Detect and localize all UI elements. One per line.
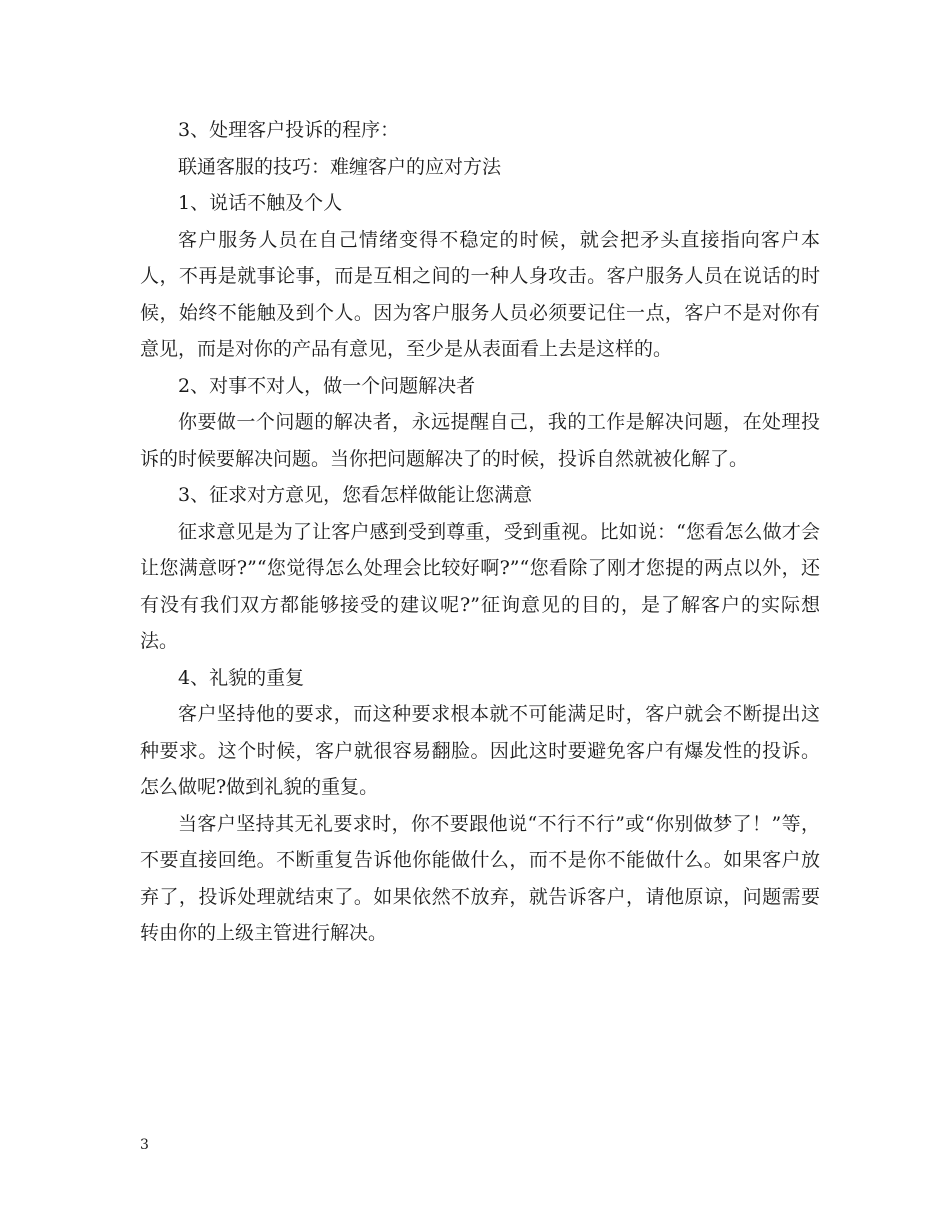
subsection-heading: 2、对事不对人，做一个问题解决者 [178,374,476,397]
body-paragraph: 当客户坚持其无礼要求时，你不要跟他说“不行不行”或“你别做梦了！”等，不要直接回绝。不断重复告诉他你能做什么，而不是你不能做什么。如果客户放弃了，投诉处理就结束了。如果依然不放弃，就告诉客户，请他原谅，问题需要转由你的上级主管进行解决。 [140,812,820,944]
section-heading: 3、处理客户投诉的程序： [178,119,400,141]
section-heading: 联通客服的技巧：难缠客户的应对方法 [178,155,502,178]
body-paragraph: 客户坚持他的要求，而这种要求根本就不可能满足时，客户就会不断提出这种要求。这个时候，客户就很容易翻脸。因此这时要避免客户有爆发性的投诉。怎么做呢?做到礼貌的重复。 [140,703,820,798]
document-body [140,112,820,952]
subsection-heading: 4、礼貌的重复 [178,666,305,689]
subsection-heading: 1、说话不触及个人 [178,192,343,214]
body-paragraph: 客户服务人员在自己情绪变得不稳定的时候，就会把矛头直接指向客户本人，不再是就事论事，而是互相之间的一种人身攻击。客户服务人员在说话的时候，始终不能触及到个人。因为客户服务人员必须要记住一点，客户不是对你有意见，而是对你的产品有意见，至少是从表面看上去是这样的。 [140,228,820,360]
body-paragraph: 征求意见是为了让客户感到受到尊重，受到重视。比如说：“您看怎么做才会让您满意呀?”“您觉得怎么处理会比较好啊?”“您看除了刚才您提的两点以外，还有没有我们双方都能够接受的建议呢?”征询意见的目的，是了解客户的实际想法。 [140,520,820,652]
subsection-heading: 3、征求对方意见，您看怎样做能让您满意 [178,484,533,506]
body-paragraph: 你要做一个问题的解决者，永远提醒自己，我的工作是解决问题，在处理投诉的时候要解决问题。当你把问题解决了的时候，投诉自然就被化解了。 [140,411,820,470]
page-number: 3 [140,1137,149,1153]
